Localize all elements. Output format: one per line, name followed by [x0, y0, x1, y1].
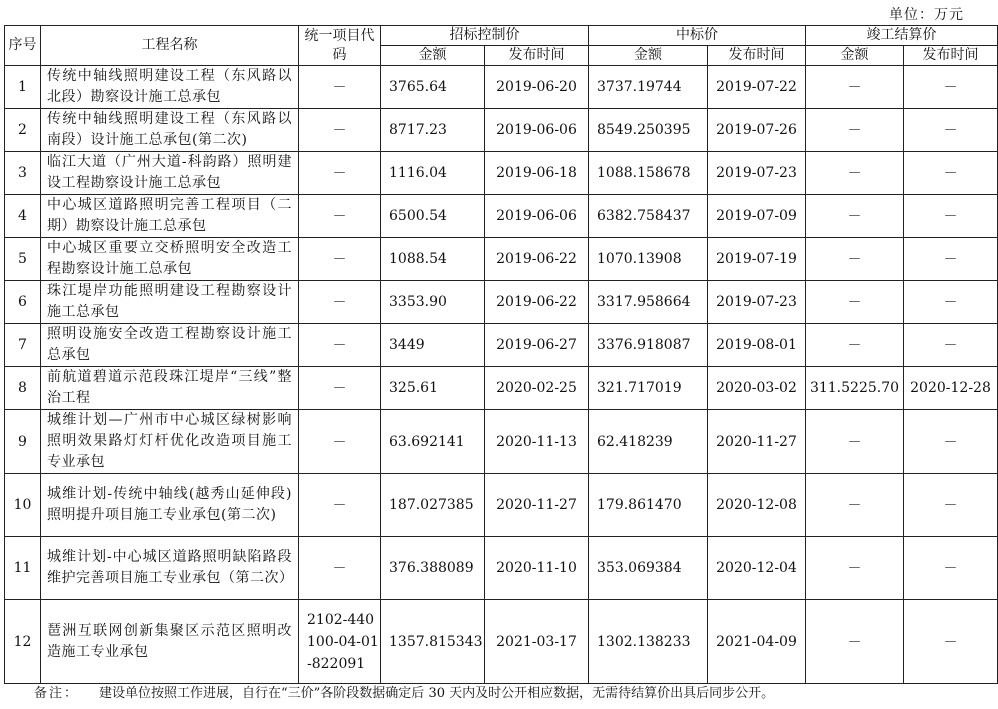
header-award-price: 中标价 [589, 26, 806, 46]
row-seq: 7 [5, 324, 41, 367]
row-control-amount: 8717.23 [381, 109, 485, 152]
row-award-date: 2020-12-04 [708, 537, 806, 600]
row-final-date: － [904, 474, 998, 537]
row-final-date: － [904, 537, 998, 600]
row-final-date: － [904, 600, 998, 684]
row-final-amount: － [806, 324, 904, 367]
row-control-amount: 3765.64 [381, 66, 485, 109]
row-award-date: 2020-11-27 [708, 410, 806, 474]
row-award-date: 2021-04-09 [708, 600, 806, 684]
table-row [5, 281, 998, 324]
row-final-amount: － [806, 152, 904, 195]
header-seq: 序号 [5, 26, 41, 66]
row-seq: 2 [5, 109, 41, 152]
table-row [5, 410, 998, 474]
row-seq: 1 [5, 66, 41, 109]
row-award-amount: 62.418239 [589, 410, 708, 474]
row-project-name: 传统中轴线照明建设工程（东风路以南段）设计施工总承包(第二次) [41, 109, 299, 152]
row-control-amount: 3353.90 [381, 281, 485, 324]
row-control-amount: 1357.815343 [381, 600, 485, 684]
row-project-name: 前航道碧道示范段珠江堤岸“三线”整治工程 [41, 367, 299, 410]
table-row [5, 600, 998, 684]
row-project-name: 琶洲互联网创新集聚区示范区照明改造施工专业承包 [41, 600, 299, 684]
row-award-amount: 321.717019 [589, 367, 708, 410]
row-award-date: 2019-07-19 [708, 238, 806, 281]
row-final-amount: － [806, 238, 904, 281]
row-project-code: － [299, 367, 381, 410]
row-control-amount: 325.61 [381, 367, 485, 410]
row-control-amount: 187.027385 [381, 474, 485, 537]
row-final-date: － [904, 195, 998, 238]
table-row [5, 474, 998, 537]
row-final-amount: － [806, 281, 904, 324]
row-seq: 9 [5, 410, 41, 474]
row-control-amount: 1116.04 [381, 152, 485, 195]
row-award-amount: 1070.13908 [589, 238, 708, 281]
row-final-amount: － [806, 474, 904, 537]
row-final-date: － [904, 410, 998, 474]
row-final-amount: － [806, 537, 904, 600]
row-seq: 3 [5, 152, 41, 195]
row-final-date: － [904, 152, 998, 195]
row-seq: 11 [5, 537, 41, 600]
row-final-date: － [904, 66, 998, 109]
row-control-date: 2019-06-06 [485, 109, 589, 152]
row-control-date: 2021-03-17 [485, 600, 589, 684]
row-control-date: 2019-06-20 [485, 66, 589, 109]
row-control-date: 2020-11-27 [485, 474, 589, 537]
row-control-amount: 1088.54 [381, 238, 485, 281]
row-control-amount: 3449 [381, 324, 485, 367]
row-project-name: 珠江堤岸功能照明建设工程勘察设计施工总承包 [41, 281, 299, 324]
footnote [34, 682, 774, 701]
row-award-date: 2019-07-26 [708, 109, 806, 152]
table-row [5, 324, 998, 367]
row-project-name: 中心城区道路照明完善工程项目（二期）勘察设计施工总承包 [41, 195, 299, 238]
row-award-amount: 3317.958664 [589, 281, 708, 324]
row-control-date: 2020-02-25 [485, 367, 589, 410]
row-award-date: 2020-12-08 [708, 474, 806, 537]
row-award-date: 2019-07-23 [708, 152, 806, 195]
table-row [5, 152, 998, 195]
row-seq: 6 [5, 281, 41, 324]
row-project-code: － [299, 537, 381, 600]
row-control-amount: 376.388089 [381, 537, 485, 600]
row-award-amount: 3376.918087 [589, 324, 708, 367]
row-award-date: 2019-08-01 [708, 324, 806, 367]
row-final-date: 2020-12-28 [904, 367, 998, 410]
row-project-code: 2102-440100-04-01-822091 [299, 600, 381, 684]
row-seq: 12 [5, 600, 41, 684]
row-seq: 4 [5, 195, 41, 238]
row-project-name: 照明设施安全改造工程勘察设计施工总承包 [41, 324, 299, 367]
row-final-date: － [904, 109, 998, 152]
row-project-code: － [299, 474, 381, 537]
header-final-amount: 金额 [806, 46, 904, 66]
row-control-amount: 6500.54 [381, 195, 485, 238]
row-award-amount: 179.861470 [589, 474, 708, 537]
row-award-date: 2019-07-22 [708, 66, 806, 109]
table-row [5, 367, 998, 410]
table-row [5, 238, 998, 281]
row-award-amount: 1088.158678 [589, 152, 708, 195]
row-seq: 5 [5, 238, 41, 281]
header-award-amount: 金额 [589, 46, 708, 66]
row-control-date: 2019-06-22 [485, 281, 589, 324]
header-award-date: 发布时间 [708, 46, 806, 66]
header-final-date: 发布时间 [904, 46, 998, 66]
row-final-amount: － [806, 600, 904, 684]
header-control-price: 招标控制价 [381, 26, 589, 46]
row-final-date: － [904, 238, 998, 281]
footnote-text: 建设单位按照工作进展，自行在“三价”各阶段数据确定后 30 天内及时公开相应数据，无需待结算价出具后同步公开。 [99, 686, 775, 701]
row-project-code: － [299, 109, 381, 152]
unit-label: 单位：万元 [889, 7, 964, 23]
row-control-date: 2019-06-27 [485, 324, 589, 367]
row-project-code: － [299, 152, 381, 195]
row-final-amount: － [806, 195, 904, 238]
row-seq: 10 [5, 474, 41, 537]
row-control-date: 2019-06-18 [485, 152, 589, 195]
row-control-date: 2019-06-06 [485, 195, 589, 238]
row-award-amount: 6382.758437 [589, 195, 708, 238]
table-row [5, 537, 998, 600]
header-code: 统一项目代码 [299, 26, 381, 66]
row-project-name: 中心城区重要立交桥照明安全改造工程勘察设计施工总承包 [41, 238, 299, 281]
row-final-amount: － [806, 410, 904, 474]
row-award-date: 2020-03-02 [708, 367, 806, 410]
row-project-code: － [299, 281, 381, 324]
row-project-name: 传统中轴线照明建设工程（东风路以北段）勘察设计施工总承包 [41, 66, 299, 109]
row-project-code: － [299, 410, 381, 474]
row-award-amount: 8549.250395 [589, 109, 708, 152]
row-seq: 8 [5, 367, 41, 410]
row-final-date: － [904, 324, 998, 367]
row-project-code: － [299, 238, 381, 281]
row-project-name: 临江大道（广州大道-科韵路）照明建设工程勘察设计施工总承包 [41, 152, 299, 195]
header-control-amount: 金额 [381, 46, 485, 66]
row-control-date: 2020-11-13 [485, 410, 589, 474]
row-award-amount: 1302.138233 [589, 600, 708, 684]
header-final-price: 竣工结算价 [806, 26, 998, 46]
table-row [5, 109, 998, 152]
row-control-amount: 63.692141 [381, 410, 485, 474]
header-control-date: 发布时间 [485, 46, 589, 66]
row-project-code: － [299, 324, 381, 367]
footnote-label: 备注： [34, 686, 80, 701]
row-award-amount: 353.069384 [589, 537, 708, 600]
row-final-amount: － [806, 66, 904, 109]
price-table [4, 25, 998, 684]
row-award-date: 2019-07-23 [708, 281, 806, 324]
row-project-name: 城维计划-中心城区道路照明缺陷路段维护完善项目施工专业承包（第二次） [41, 537, 299, 600]
row-project-code: － [299, 66, 381, 109]
table-row [5, 195, 998, 238]
row-final-amount: － [806, 109, 904, 152]
row-control-date: 2020-11-10 [485, 537, 589, 600]
table-row [5, 66, 998, 109]
row-final-date: － [904, 281, 998, 324]
row-award-amount: 3737.19744 [589, 66, 708, 109]
row-project-name: 城维计划—广州市中心城区绿树影响照明效果路灯灯杆优化改造项目施工专业承包 [41, 410, 299, 474]
row-project-name: 城维计划-传统中轴线(越秀山延伸段)照明提升项目施工专业承包(第二次) [41, 474, 299, 537]
row-project-code: － [299, 195, 381, 238]
row-control-date: 2019-06-22 [485, 238, 589, 281]
row-award-date: 2019-07-09 [708, 195, 806, 238]
row-final-amount: 311.5225.70 [806, 367, 904, 410]
header-name: 工程名称 [41, 26, 299, 66]
